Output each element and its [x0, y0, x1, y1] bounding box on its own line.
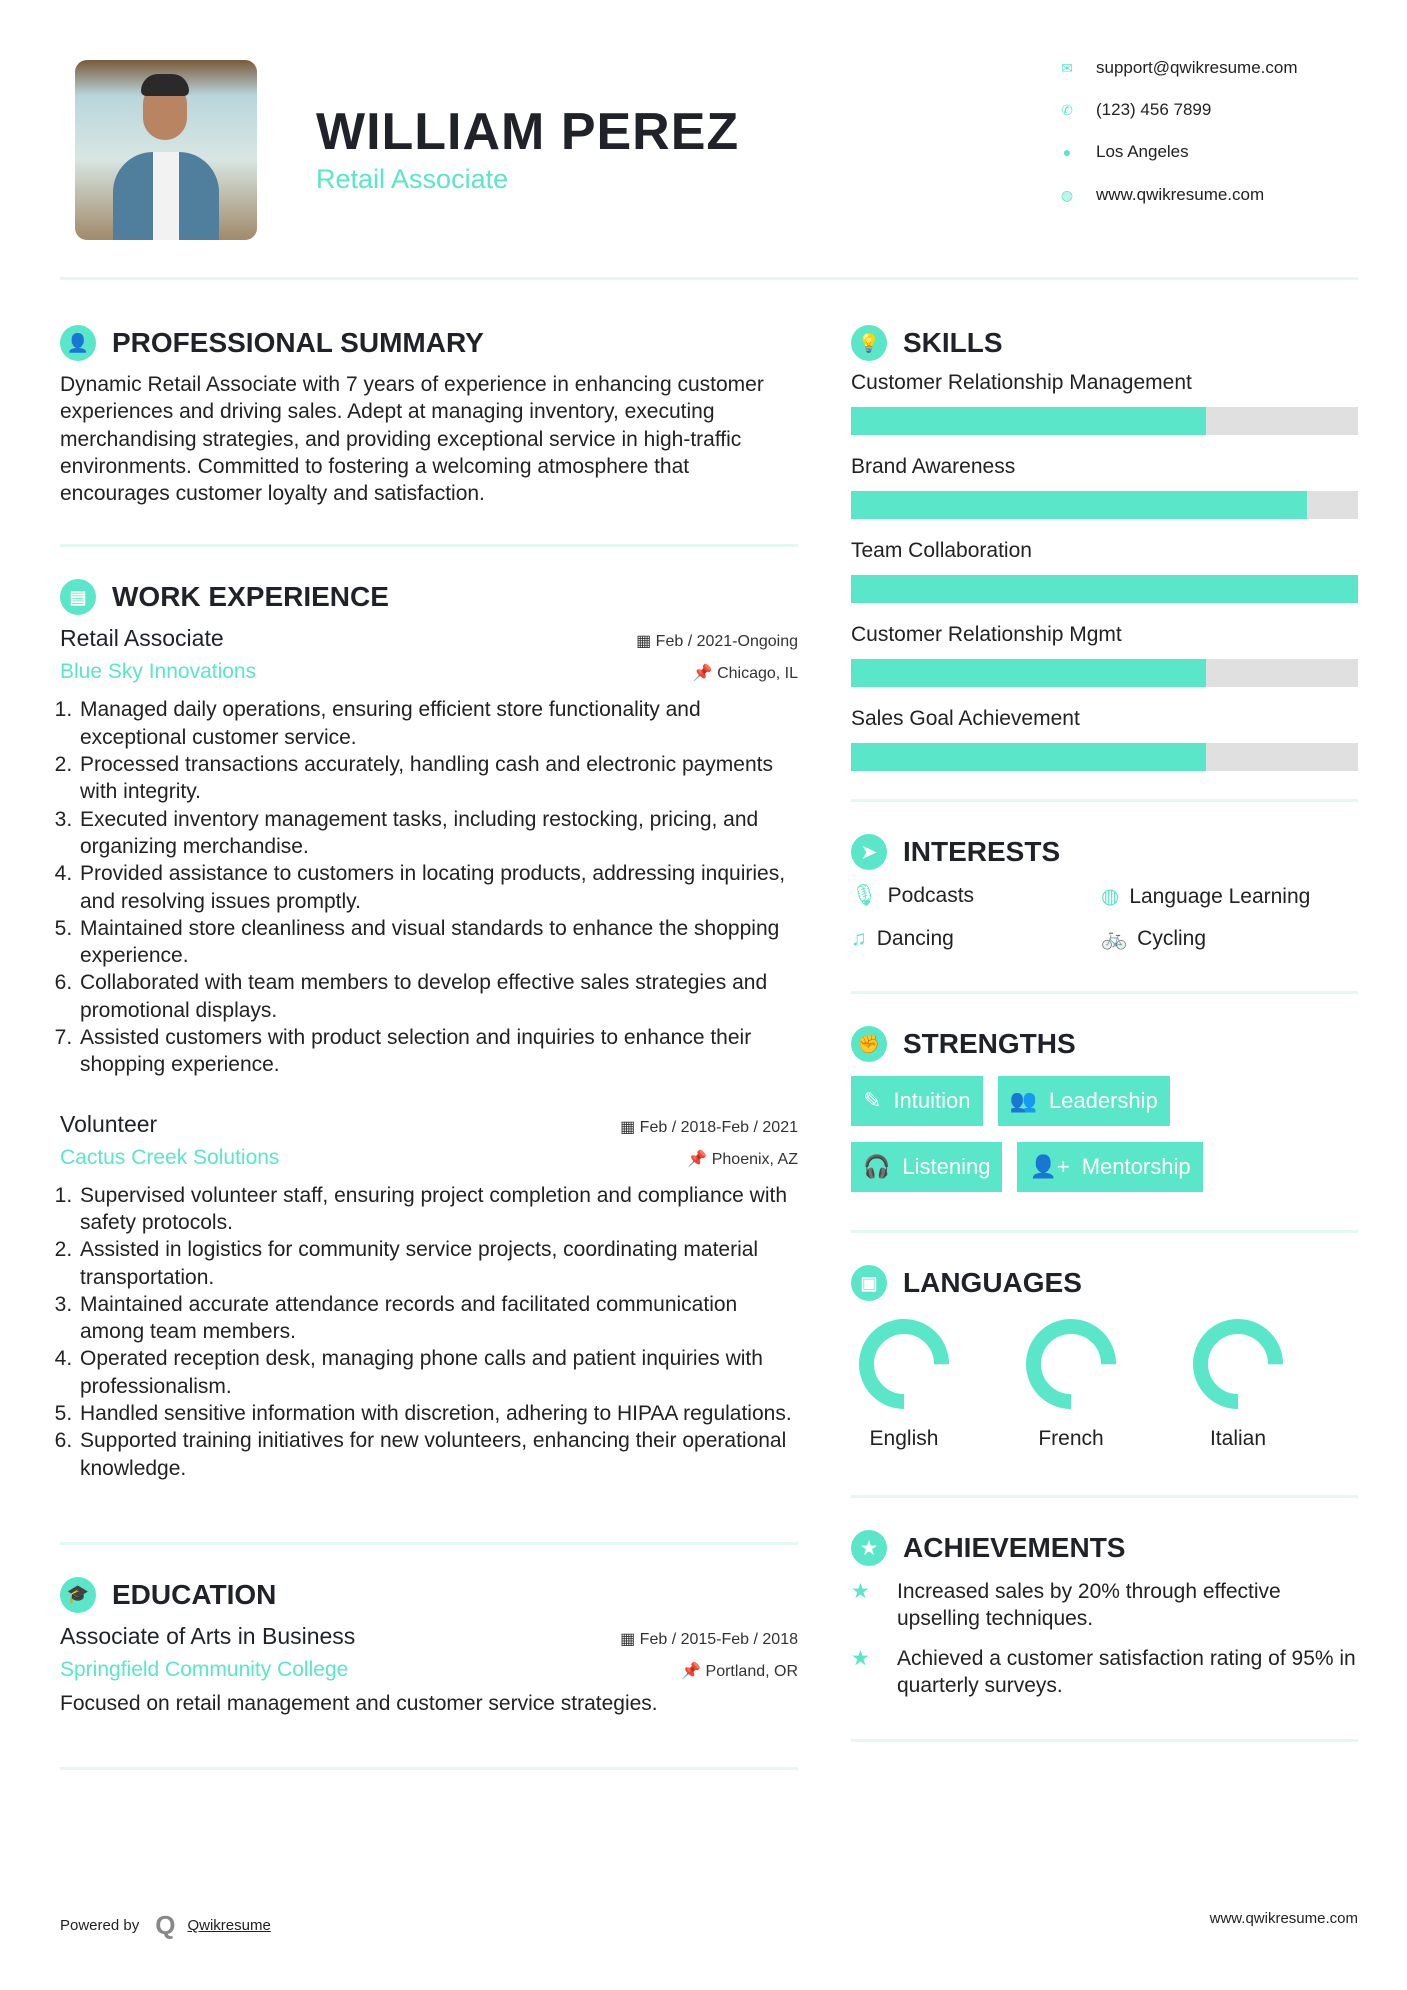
interest-item — [851, 884, 1101, 909]
company-name: Blue Sky Innovations — [60, 660, 257, 684]
strength-tag — [851, 1076, 983, 1126]
location-text: Chicago, IL — [717, 665, 798, 683]
pin-icon: 📌 — [692, 665, 718, 683]
job-title: Volunteer — [60, 1110, 158, 1137]
job-duties — [60, 1182, 798, 1482]
graduation-icon: 🎓 — [60, 1577, 96, 1613]
skill-bar-fill — [851, 575, 1358, 603]
globe-icon: ◍ — [1101, 885, 1120, 908]
skill-label: Customer Relationship Management — [851, 371, 1192, 394]
right-column — [851, 325, 1358, 1742]
brand-link[interactable]: Qwikresume — [187, 1917, 271, 1934]
list-item: 4. Operated reception desk, managing phone calls and patient inquiries with professionalism. — [78, 1345, 798, 1400]
interest-label: Podcasts — [887, 884, 975, 907]
contact-text: (123) 456 7899 — [1096, 100, 1212, 119]
skill-bar — [851, 575, 1358, 603]
achievements-heading — [851, 1530, 1358, 1566]
section-title: STRENGTHS — [903, 1028, 1076, 1059]
list-item: 7. Assisted customers with product selection and inquiries to enhance their shopping experience. — [78, 1024, 798, 1079]
left-column — [60, 325, 798, 1770]
phone-icon: ✆ — [1061, 101, 1073, 118]
pin-icon: 📌 — [681, 1662, 706, 1680]
job-location — [693, 663, 798, 683]
skill-bar — [851, 743, 1358, 771]
summary-heading — [60, 325, 798, 361]
education-text: Focused on retail management and customer service strategies. — [60, 1691, 658, 1715]
paper-plane-icon: ➤ — [851, 834, 887, 870]
list-item: 5. Maintained store cleanliness and visual standards to enhance the shopping experience. — [78, 915, 798, 970]
pin-icon: 📌 — [687, 1150, 712, 1168]
skill-bar-fill — [851, 659, 1206, 687]
fist-icon: ✊ — [851, 1026, 887, 1062]
achievement-item — [851, 1578, 1358, 1633]
globe-icon: ◍ — [1060, 186, 1074, 203]
interest-label: Dancing — [876, 927, 954, 950]
contact-phone — [1058, 100, 1211, 120]
star-badge-icon: ★ — [851, 1530, 887, 1566]
section-title: INTERESTS — [903, 836, 1061, 867]
strength-tag — [851, 1142, 1002, 1192]
interest-label: Cycling — [1137, 927, 1207, 950]
achievement-text: Achieved a customer satisfaction rating of 95% in quarterly surveys. — [897, 1646, 1356, 1697]
strength-tag — [1017, 1142, 1202, 1192]
lightbulb-icon: 💡 — [851, 325, 887, 361]
job-duties — [60, 696, 798, 1078]
contact-email[interactable] — [1058, 58, 1298, 78]
section-title: ACHIEVEMENTS — [903, 1532, 1126, 1563]
company-name: Cactus Creek Solutions — [60, 1145, 280, 1169]
date-text: Feb / 2018-Feb / 2021 — [639, 1118, 798, 1136]
language-level-ring — [1193, 1319, 1283, 1409]
section-title: EDUCATION — [112, 1578, 277, 1610]
language-label: English — [869, 1427, 939, 1450]
divider — [60, 1767, 798, 1770]
languages-list — [851, 1319, 1358, 1451]
interest-item — [1101, 884, 1351, 909]
tag-label: Listening — [902, 1154, 991, 1179]
date-text: Feb / 2015-Feb / 2018 — [639, 1630, 798, 1648]
section-title: LANGUAGES — [903, 1267, 1082, 1298]
header-divider — [60, 277, 1358, 280]
list-item: 4. Provided assistance to customers in locating products, addressing inquiries, and resolving issues promptly. — [78, 860, 798, 915]
headphones-icon: 🎧 — [863, 1154, 891, 1179]
candidate-role: Retail Associate — [316, 164, 509, 194]
contact-location — [1058, 142, 1189, 162]
skills-list — [851, 371, 1358, 771]
interest-item — [1101, 927, 1351, 951]
language-level-ring — [859, 1319, 949, 1409]
footer-powered — [60, 1910, 271, 1941]
qwikresume-logo-icon: Q — [155, 1910, 176, 1940]
divider — [60, 1542, 798, 1545]
language-item — [1193, 1319, 1283, 1451]
skill-label: Brand Awareness — [851, 455, 1016, 478]
language-label: Italian — [1209, 1427, 1267, 1450]
language-icon: ▣ — [851, 1265, 887, 1301]
skills-heading — [851, 325, 1358, 361]
list-item: 1. Managed daily operations, ensuring efficient store functionality and exceptional customer service. — [78, 696, 798, 751]
location-text: Portland, OR — [705, 1662, 798, 1680]
job-date — [620, 1117, 798, 1137]
list-item: 6. Collaborated with team members to develop effective sales strategies and promotional displays. — [78, 969, 798, 1024]
achievement-item — [851, 1645, 1358, 1700]
divider — [851, 1495, 1358, 1498]
skill-label: Sales Goal Achievement — [851, 707, 1080, 730]
skill-bar-fill — [851, 407, 1206, 435]
skill-label: Team Collaboration — [851, 539, 1032, 562]
degree: Associate of Arts in Business — [60, 1622, 356, 1649]
job-date — [636, 631, 798, 651]
envelope-icon: ✉ — [1061, 59, 1073, 76]
magic-wand-icon: ✎ — [863, 1088, 882, 1113]
strength-tag — [998, 1076, 1170, 1126]
section-title: WORK EXPERIENCE — [112, 581, 389, 613]
users-icon: 👥 — [1009, 1088, 1037, 1113]
contact-text: support@qwikresume.com — [1096, 58, 1298, 77]
candidate-name: WILLIAM PEREZ — [316, 103, 740, 161]
list-item: 5. Handled sensitive information with discretion, adhering to HIPAA regulations. — [78, 1400, 798, 1427]
skill-bar-fill — [851, 743, 1206, 771]
job-entry — [60, 625, 798, 1078]
job-entry — [60, 1111, 798, 1482]
divider — [851, 1230, 1358, 1233]
strength-tags — [851, 1076, 1271, 1192]
skill-bar-fill — [851, 491, 1307, 519]
list-item: 6. Supported training initiatives for new volunteers, enhancing their operational knowledge. — [78, 1427, 798, 1482]
section-title: SKILLS — [903, 327, 1003, 358]
skill-bar — [851, 407, 1358, 435]
summary-text: Dynamic Retail Associate with 7 years of experience in enhancing customer experiences and driving sales. Adept at managing inventory, executing merchandising strategies, and providing exceptional service in high-traffic environments. Committed to fostering a welcoming atmosphere that encourages customer loyalty and satisfaction. — [60, 373, 764, 506]
education-date — [620, 1629, 798, 1649]
divider — [851, 799, 1358, 802]
interest-item — [851, 927, 1101, 951]
list-item: 3. Maintained accurate attendance records and facilitated communication among team members. — [78, 1291, 798, 1346]
contact-text: Los Angeles — [1096, 142, 1189, 161]
achievement-text: Increased sales by 20% through effective upselling techniques. — [897, 1580, 1281, 1631]
contact-website[interactable] — [1058, 185, 1264, 205]
star-icon: ★ — [851, 1580, 870, 1603]
calendar-icon: ▦ — [636, 633, 656, 651]
language-label: French — [1038, 1427, 1104, 1450]
contact-text: www.qwikresume.com — [1096, 185, 1265, 204]
powered-by-text: Powered by — [60, 1917, 140, 1934]
language-item — [1026, 1319, 1116, 1451]
section-title: PROFESSIONAL SUMMARY — [112, 327, 484, 358]
bicycle-icon: 🚲 — [1101, 927, 1128, 950]
education-location — [681, 1661, 798, 1681]
skill-label: Customer Relationship Mgmt — [851, 623, 1122, 646]
divider — [851, 991, 1358, 994]
date-text: Feb / 2021-Ongoing — [655, 633, 798, 651]
language-item — [859, 1319, 949, 1451]
profile-photo — [75, 60, 257, 240]
user-plus-icon: 👤+ — [1029, 1154, 1070, 1179]
interests-heading — [851, 834, 1358, 870]
list-item: 2. Processed transactions accurately, handling cash and electronic payments with integrity. — [78, 751, 798, 806]
interests-list — [851, 884, 1358, 951]
job-title: Retail Associate — [60, 625, 224, 652]
user-icon: 👤 — [60, 325, 96, 361]
tag-label: Leadership — [1048, 1088, 1158, 1113]
skill-bar — [851, 491, 1358, 519]
strengths-heading — [851, 1026, 1358, 1062]
calendar-icon: ▦ — [620, 1630, 640, 1648]
location-text: Phoenix, AZ — [711, 1150, 798, 1168]
education-heading — [60, 1577, 798, 1613]
language-level-ring — [1026, 1319, 1116, 1409]
list-item: 3. Executed inventory management tasks, including restocking, pricing, and organizing merchandise. — [78, 806, 798, 861]
microphone-icon: 🎙 — [851, 884, 878, 907]
job-location — [687, 1149, 798, 1169]
interest-label: Language Learning — [1129, 885, 1311, 908]
experience-heading — [60, 579, 798, 615]
tag-label: Intuition — [893, 1088, 971, 1113]
chair-icon: ▤ — [60, 579, 96, 615]
languages-heading — [851, 1265, 1358, 1301]
map-pin-icon: ● — [1062, 144, 1072, 160]
list-item: 1. Supervised volunteer staff, ensuring project completion and compliance with safety protocols. — [78, 1182, 798, 1237]
divider — [851, 1739, 1358, 1742]
calendar-icon: ▦ — [620, 1118, 640, 1136]
list-item: 2. Assisted in logistics for community service projects, coordinating material transportation. — [78, 1236, 798, 1291]
divider — [60, 544, 798, 547]
star-icon: ★ — [851, 1646, 870, 1670]
school-name: Springfield Community College — [60, 1657, 349, 1681]
music-icon: ♫ — [851, 927, 867, 950]
footer-url[interactable]: www.qwikresume.com — [1209, 1910, 1358, 1927]
skill-bar — [851, 659, 1358, 687]
tag-label: Mentorship — [1081, 1154, 1191, 1179]
